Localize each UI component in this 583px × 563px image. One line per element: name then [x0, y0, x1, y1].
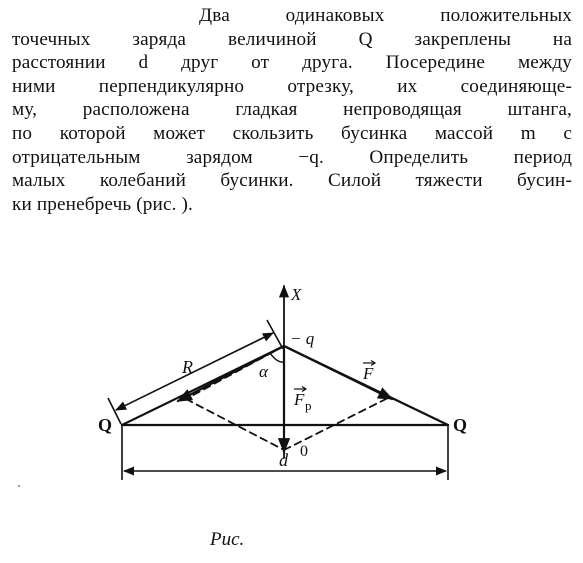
- left-charge-label: Q: [98, 415, 113, 435]
- resultant-force-subscript: р: [305, 398, 312, 413]
- origin-label: 0: [300, 443, 308, 460]
- charges-diagram: [0, 270, 583, 510]
- problem-line: му, расположена гладкая непроводящая штанга,: [12, 99, 572, 121]
- problem-line: по которой может скользить бусинка массой m с: [12, 122, 572, 144]
- problem-line: малых колебаний бусинки. Силой тяжести бусин-: [12, 170, 572, 192]
- problem-statement: [12, 4, 572, 216]
- axis-label: X: [291, 285, 302, 304]
- figure-caption: Рис.: [210, 529, 245, 550]
- problem-line: Два одинаковых положительных: [199, 5, 572, 26]
- distance-d-label: d: [279, 450, 288, 470]
- force-label: F: [363, 364, 374, 383]
- scan-speck: [18, 485, 20, 487]
- problem-line: ними перпендикулярно отрезку, их соединяюще-: [12, 75, 572, 97]
- angle-arc: [270, 353, 284, 362]
- problem-line: отрицательным зарядом −q. Определить период: [12, 146, 572, 168]
- resultant-force-label: F: [294, 390, 305, 409]
- r-dimension-line: [116, 333, 273, 410]
- bead-charge-label: − q: [290, 329, 315, 348]
- right-charge-label: Q: [453, 415, 468, 435]
- problem-line: точечных заряда величиной Q закреплены на: [12, 28, 572, 50]
- angle-label: α: [259, 362, 268, 381]
- distance-r-label: R: [182, 357, 193, 377]
- problem-line: ки пренебречь (рис. ).: [12, 193, 193, 215]
- problem-line: расстоянии d друг от друга. Посередине между: [12, 52, 572, 74]
